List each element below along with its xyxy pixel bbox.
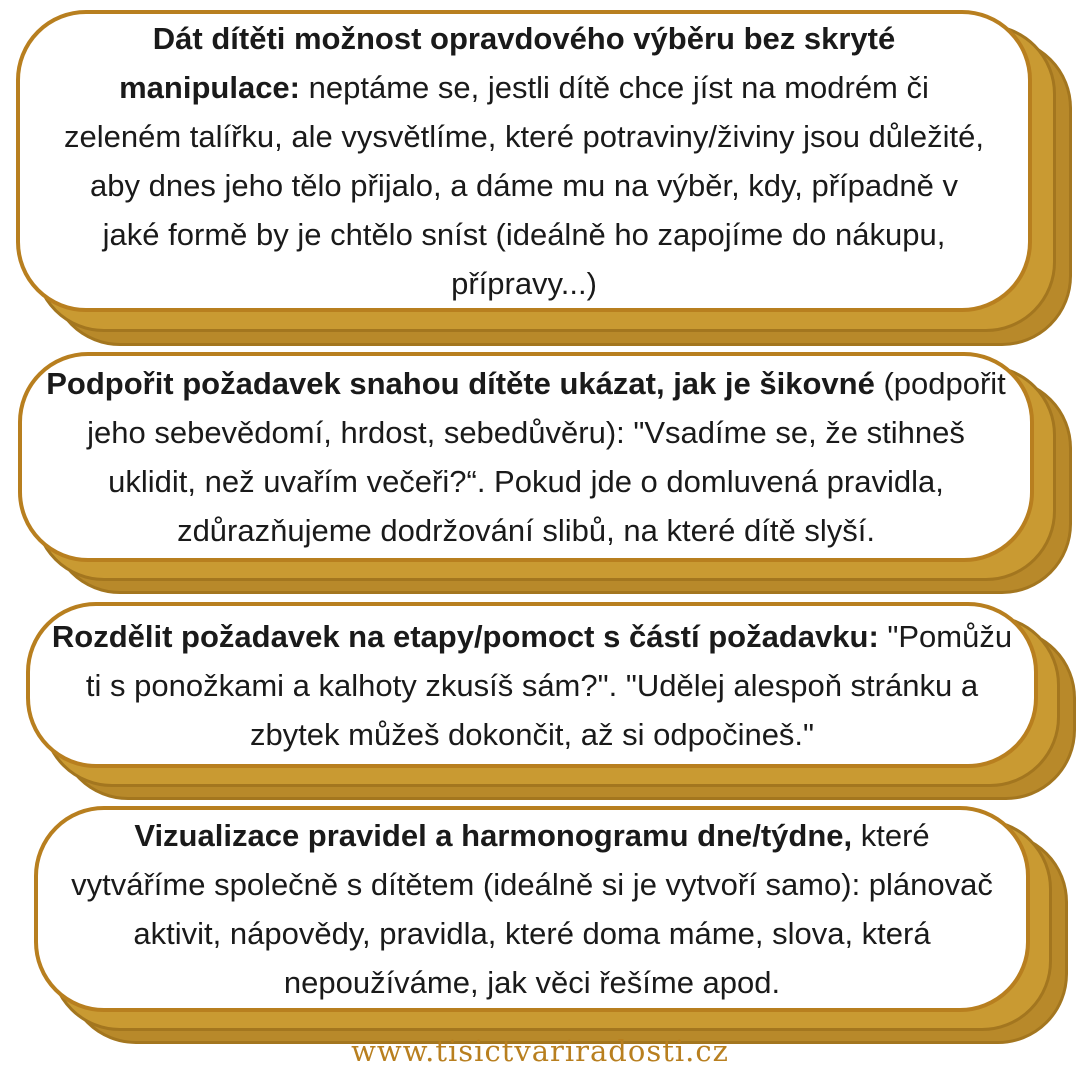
card-text bbox=[46, 359, 1006, 555]
tip-card-2 bbox=[18, 352, 1034, 562]
website-url: www.tisictvariradosti.cz bbox=[351, 1034, 729, 1068]
card-text bbox=[68, 811, 996, 1007]
card-face bbox=[26, 602, 1038, 768]
card-body: neptáme se, jestli dítě chce jíst na modrém či zeleném talířku, ale vysvětlíme, které potraviny/živiny jsou důležité, aby dnes jeho tělo přijalo, a dáme mu na výběr, kdy, případně v jaké formě by je chtělo sníst (ideálně ho zapojíme do nákupu, přípravy...) bbox=[63, 70, 985, 301]
card-face bbox=[34, 806, 1030, 1012]
card-face bbox=[16, 10, 1032, 312]
card-heading: Podpořit požadavek snahou dítěte ukázat, jak je šikovné bbox=[46, 366, 875, 401]
card-body: (podpořit jeho sebevědomí, hrdost, sebedůvěru): "Vsadíme se, že stihneš uklidit, než uvařím večeři?“. Pokud jde o domluvená pravidla, zdůrazňujeme dodržování slibů, na které dítě slyší. bbox=[87, 366, 1006, 548]
card-text bbox=[40, 612, 1024, 759]
tip-card-4 bbox=[34, 806, 1030, 1012]
card-heading: Rozdělit požadavek na etapy/pomoct s částí požadavku: bbox=[51, 618, 879, 654]
card-text bbox=[60, 14, 988, 308]
card-heading: Vizualizace pravidel a harmonogramu dne/týdne, bbox=[134, 818, 853, 853]
card-face bbox=[18, 352, 1034, 562]
tip-card-3 bbox=[26, 602, 1038, 768]
card-body: které vytváříme společně s dítětem (ideálně si je vytvoří samo): plánovač aktivit, nápovědy, pravidla, které doma máme, slova, která nepoužíváme, jak věci řešíme apod. bbox=[71, 818, 993, 1000]
tip-card-1 bbox=[16, 10, 1032, 312]
card-heading: Dát dítěti možnost opravdového výběru bez skryté manipulace: bbox=[119, 21, 896, 105]
card-body: "Pomůžu ti s ponožkami a kalhoty zkusíš sám?". "Udělej alespoň stránku a zbytek můžeš dokončit, až si odpočineš." bbox=[85, 618, 1013, 752]
